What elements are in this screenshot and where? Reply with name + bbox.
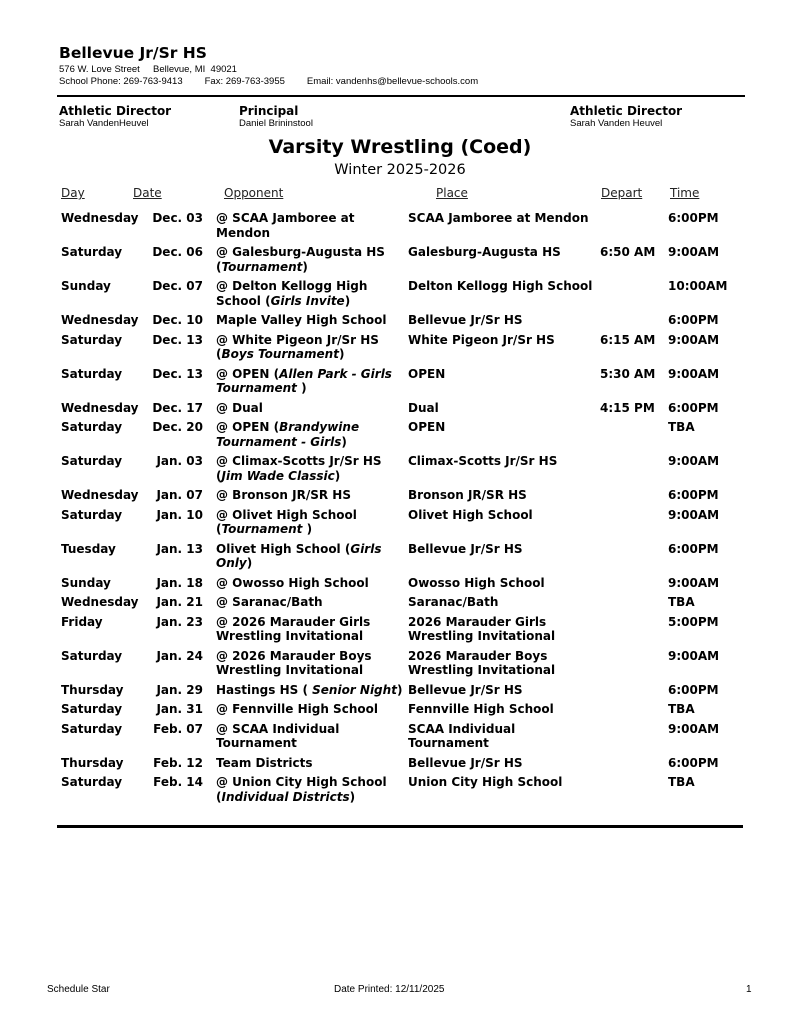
cell-place: 2026 Marauder Boys Wrestling Invitational (408, 648, 556, 677)
cell-date: Dec. 13 (152, 332, 203, 347)
table-row (61, 683, 751, 703)
staff-name: Sarah Vanden Heuvel (570, 118, 663, 129)
cell-time: 6:00PM (668, 313, 719, 327)
cell-depart (600, 211, 660, 240)
cell-opponent (216, 775, 408, 804)
opponent-text: Hastings HS ( (216, 682, 313, 697)
opponent-note: Brandywine Tournament - Girls (216, 420, 360, 449)
cell-depart (600, 420, 660, 449)
cell-day: Thursday (61, 682, 124, 697)
opponent-text: @ Owosso High School (216, 575, 369, 590)
cell-depart (600, 313, 660, 328)
opponent-text: ) (302, 259, 308, 274)
opponent-text: @ Union City High School ( (216, 775, 387, 804)
staff-principal (239, 104, 313, 129)
cell-opponent (216, 722, 408, 751)
cell-time: 6:00PM (668, 755, 719, 770)
table-row (61, 454, 751, 488)
cell-time: 6:00PM (668, 211, 719, 225)
cell-day: Saturday (61, 721, 123, 736)
opponent-text: @ Bronson JR/SR HS (216, 488, 351, 502)
cell-time: 5:00PM (668, 614, 719, 629)
opponent-text: @ Saranac/Bath (216, 595, 323, 609)
cell-time: 6:00PM (668, 488, 719, 502)
cell-day: Sunday (61, 279, 111, 293)
cell-place: Delton Kellogg High School (408, 279, 593, 293)
cell-place: Bellevue Jr/Sr HS (408, 313, 523, 327)
cell-place: Fennville High School (408, 702, 554, 716)
opponent-text: ) (341, 434, 347, 449)
opponent-text: @ Olivet High School ( (216, 507, 357, 536)
cell-day: Saturday (61, 332, 123, 347)
opponent-text: @ Galesburg-Augusta HS ( (216, 245, 385, 274)
opponent-note: Tournament (221, 522, 307, 536)
school-phone: School Phone: 269-763-9413 (59, 76, 183, 87)
cell-time: TBA (668, 420, 695, 434)
opponent-text: @ OPEN ( (216, 420, 280, 434)
opponent-note: Allen Park - Girls Tournament (216, 366, 392, 395)
cell-depart: 6:15 AM (600, 332, 656, 347)
cell-date: Dec. 10 (152, 313, 203, 327)
table-row (61, 756, 751, 776)
opponent-text: Team Districts (216, 755, 313, 770)
table-row (61, 367, 751, 401)
cell-depart (600, 756, 660, 771)
cell-date: Jan. 23 (156, 614, 203, 629)
cell-opponent (216, 245, 408, 274)
cell-time: 9:00AM (668, 648, 720, 663)
opponent-note: Senior Night (312, 682, 397, 697)
header-divider (57, 95, 745, 97)
table-row (61, 279, 751, 313)
opponent-text: Maple Valley High School (216, 313, 387, 327)
cell-time: TBA (668, 775, 695, 789)
school-email: Email: vandenhs@bellevue-schools.com (306, 76, 479, 87)
cell-place: Bellevue Jr/Sr HS (408, 541, 523, 556)
cell-time: 6:00PM (668, 682, 719, 697)
table-row (61, 576, 751, 596)
cell-date: Feb. 12 (153, 755, 203, 770)
cell-time: 9:00AM (668, 366, 720, 381)
footer-date-printed: Date Printed: 12/11/2025 (334, 984, 445, 995)
cell-date: Jan. 10 (156, 507, 203, 522)
cell-day: Wednesday (61, 595, 139, 609)
header-depart: Depart (601, 186, 643, 200)
cell-date: Jan. 03 (156, 454, 203, 468)
cell-place: 2026 Marauder Girls Wrestling Invitational (408, 614, 556, 643)
table-row (61, 245, 751, 279)
cell-place: OPEN (408, 366, 446, 381)
cell-date: Jan. 13 (156, 541, 203, 556)
table-row (61, 211, 751, 245)
cell-place: Union City High School (408, 775, 563, 789)
opponent-text: ) (301, 381, 307, 395)
cell-opponent (216, 702, 408, 717)
header-opponent: Opponent (224, 186, 284, 200)
opponent-text: ) (334, 468, 341, 483)
opponent-note: Boys Tournament (221, 347, 339, 361)
cell-depart (600, 279, 660, 308)
school-contact (59, 76, 500, 87)
header-place: Place (436, 186, 468, 200)
cell-depart (600, 683, 660, 698)
cell-opponent (216, 683, 408, 698)
cell-day: Saturday (61, 366, 123, 381)
staff-athletic-director-2 (570, 104, 682, 129)
opponent-text: @ 2026 Marauder Girls Wrestling Invitational (216, 614, 371, 643)
table-bottom-divider (57, 825, 743, 828)
opponent-text: @ 2026 Marauder Boys Wrestling Invitational (216, 648, 372, 677)
opponent-note: Girls Invite (270, 293, 345, 308)
cell-opponent (216, 649, 408, 678)
table-row (61, 401, 751, 421)
cell-place: Bellevue Jr/Sr HS (408, 682, 523, 697)
cell-opponent (216, 542, 408, 571)
cell-depart: 6:50 AM (600, 245, 656, 259)
cell-date: Jan. 29 (156, 682, 203, 697)
opponent-note: Tournament (221, 259, 303, 274)
cell-opponent (216, 576, 408, 591)
table-row (61, 775, 751, 809)
cell-opponent (216, 615, 408, 644)
cell-date: Dec. 20 (152, 420, 203, 434)
cell-day: Friday (61, 614, 103, 629)
cell-day: Saturday (61, 420, 123, 434)
cell-date: Feb. 07 (153, 721, 203, 736)
opponent-text: @ SCAA Jamboree at Mendon (216, 211, 355, 240)
cell-time: 10:00AM (668, 279, 728, 293)
cell-date: Dec. 13 (152, 366, 203, 381)
cell-place: Saranac/Bath (408, 595, 499, 609)
cell-day: Saturday (61, 775, 123, 789)
cell-place: Bronson JR/SR HS (408, 488, 527, 502)
cell-day: Wednesday (61, 488, 139, 502)
opponent-text: @ Delton Kellogg High School ( (216, 279, 368, 308)
staff-title: Principal (239, 104, 299, 118)
footer-source: Schedule Star (47, 984, 110, 995)
cell-place: Olivet High School (408, 507, 533, 522)
cell-opponent (216, 454, 408, 483)
cell-day: Sunday (61, 575, 111, 590)
opponent-text: ) (349, 789, 356, 804)
cell-opponent (216, 279, 408, 308)
cell-depart: 4:15 PM (600, 400, 655, 415)
cell-date: Dec. 06 (152, 245, 203, 259)
cell-time: 6:00PM (668, 400, 719, 415)
cell-place: Bellevue Jr/Sr HS (408, 755, 523, 770)
cell-date: Jan. 24 (156, 648, 203, 663)
cell-time: 9:00AM (668, 507, 720, 522)
cell-place: Climax-Scotts Jr/Sr HS (408, 454, 558, 468)
cell-time: 9:00AM (668, 454, 720, 468)
schedule-table (61, 211, 751, 809)
cell-time: 6:00PM (668, 541, 719, 556)
cell-depart (600, 508, 660, 537)
table-row (61, 702, 751, 722)
opponent-text: @ SCAA Individual Tournament (216, 721, 340, 750)
cell-time: TBA (668, 595, 695, 609)
cell-time: 9:00AM (668, 245, 720, 259)
cell-day: Thursday (61, 755, 124, 770)
opponent-text: @ White Pigeon Jr/Sr HS ( (216, 332, 379, 361)
cell-date: Dec. 07 (152, 279, 203, 293)
cell-date: Dec. 03 (152, 211, 203, 225)
opponent-note: Individual Districts (221, 789, 350, 804)
school-fax: Fax: 269-763-3955 (204, 76, 285, 87)
opponent-text: @ OPEN ( (216, 366, 280, 381)
cell-time: 9:00AM (668, 575, 720, 590)
table-row (61, 333, 751, 367)
cell-place: SCAA Jamboree at Mendon (408, 211, 589, 225)
table-row (61, 542, 751, 576)
cell-opponent (216, 313, 408, 328)
cell-day: Saturday (61, 702, 123, 716)
cell-depart (600, 454, 660, 483)
opponent-note: Girls Only (216, 541, 382, 570)
table-row (61, 488, 751, 508)
cell-depart (600, 775, 660, 804)
cell-depart (600, 488, 660, 503)
opponent-text: ) (246, 556, 253, 570)
opponent-text: ) (306, 522, 313, 536)
table-row (61, 595, 751, 615)
schedule-title: Varsity Wrestling (Coed) (268, 136, 532, 158)
footer-page-number: 1 (746, 984, 752, 995)
cell-place: Galesburg-Augusta HS (408, 245, 561, 259)
cell-day: Saturday (61, 454, 123, 468)
cell-opponent (216, 756, 408, 771)
table-row (61, 722, 751, 756)
cell-depart (600, 702, 660, 717)
opponent-text: @ Fennville High School (216, 702, 378, 716)
opponent-text: ) (338, 347, 345, 361)
cell-opponent (216, 595, 408, 610)
school-address: 576 W. Love Street Bellevue, MI 49021 (59, 64, 237, 75)
cell-place: Owosso High School (408, 575, 545, 590)
cell-depart (600, 576, 660, 591)
staff-name: Daniel Brininstool (239, 118, 313, 129)
cell-day: Wednesday (61, 400, 139, 415)
cell-place: SCAA Individual Tournament (408, 721, 516, 750)
cell-day: Saturday (61, 245, 123, 259)
staff-title: Athletic Director (570, 104, 683, 118)
cell-depart (600, 722, 660, 751)
cell-date: Jan. 18 (156, 575, 203, 590)
cell-day: Wednesday (61, 211, 139, 225)
cell-depart (600, 595, 660, 610)
staff-athletic-director (59, 104, 171, 129)
opponent-note: Jim Wade Classic (221, 468, 335, 483)
opponent-text: @ Climax-Scotts Jr/Sr HS ( (216, 454, 382, 483)
opponent-text: Olivet High School ( (216, 541, 351, 556)
cell-date: Jan. 31 (156, 702, 203, 716)
cell-day: Saturday (61, 648, 123, 663)
cell-day: Wednesday (61, 313, 139, 327)
cell-place: Dual (408, 400, 439, 415)
cell-opponent (216, 401, 408, 416)
cell-day: Tuesday (61, 541, 116, 556)
cell-depart (600, 542, 660, 571)
table-row (61, 420, 751, 454)
cell-date: Dec. 17 (152, 400, 203, 415)
cell-time: 9:00AM (668, 721, 720, 736)
opponent-text: @ Dual (216, 400, 263, 415)
header-time: Time (670, 186, 700, 200)
header-day: Day (61, 186, 85, 200)
cell-opponent (216, 211, 408, 240)
cell-opponent (216, 367, 408, 396)
cell-day: Saturday (61, 507, 123, 522)
opponent-text: ) (396, 682, 403, 697)
school-name: Bellevue Jr/Sr HS (59, 44, 207, 62)
cell-opponent (216, 508, 408, 537)
cell-time: 9:00AM (668, 332, 720, 347)
table-row (61, 649, 751, 683)
table-row (61, 508, 751, 542)
cell-date: Feb. 14 (153, 775, 203, 789)
table-row (61, 615, 751, 649)
cell-date: Jan. 21 (156, 595, 203, 609)
cell-opponent (216, 333, 408, 362)
staff-title: Athletic Director (59, 104, 172, 118)
cell-date: Jan. 07 (156, 488, 203, 502)
cell-opponent (216, 488, 408, 503)
cell-depart (600, 649, 660, 678)
staff-name: Sarah VandenHeuvel (59, 118, 149, 129)
cell-opponent (216, 420, 408, 449)
cell-time: TBA (668, 702, 695, 716)
cell-depart (600, 615, 660, 644)
table-row (61, 313, 751, 333)
header-date: Date (133, 186, 162, 200)
cell-place: White Pigeon Jr/Sr HS (408, 332, 555, 347)
cell-depart: 5:30 AM (600, 366, 656, 381)
opponent-text: ) (344, 293, 351, 308)
cell-place: OPEN (408, 420, 446, 434)
schedule-season: Winter 2025-2026 (334, 162, 466, 178)
